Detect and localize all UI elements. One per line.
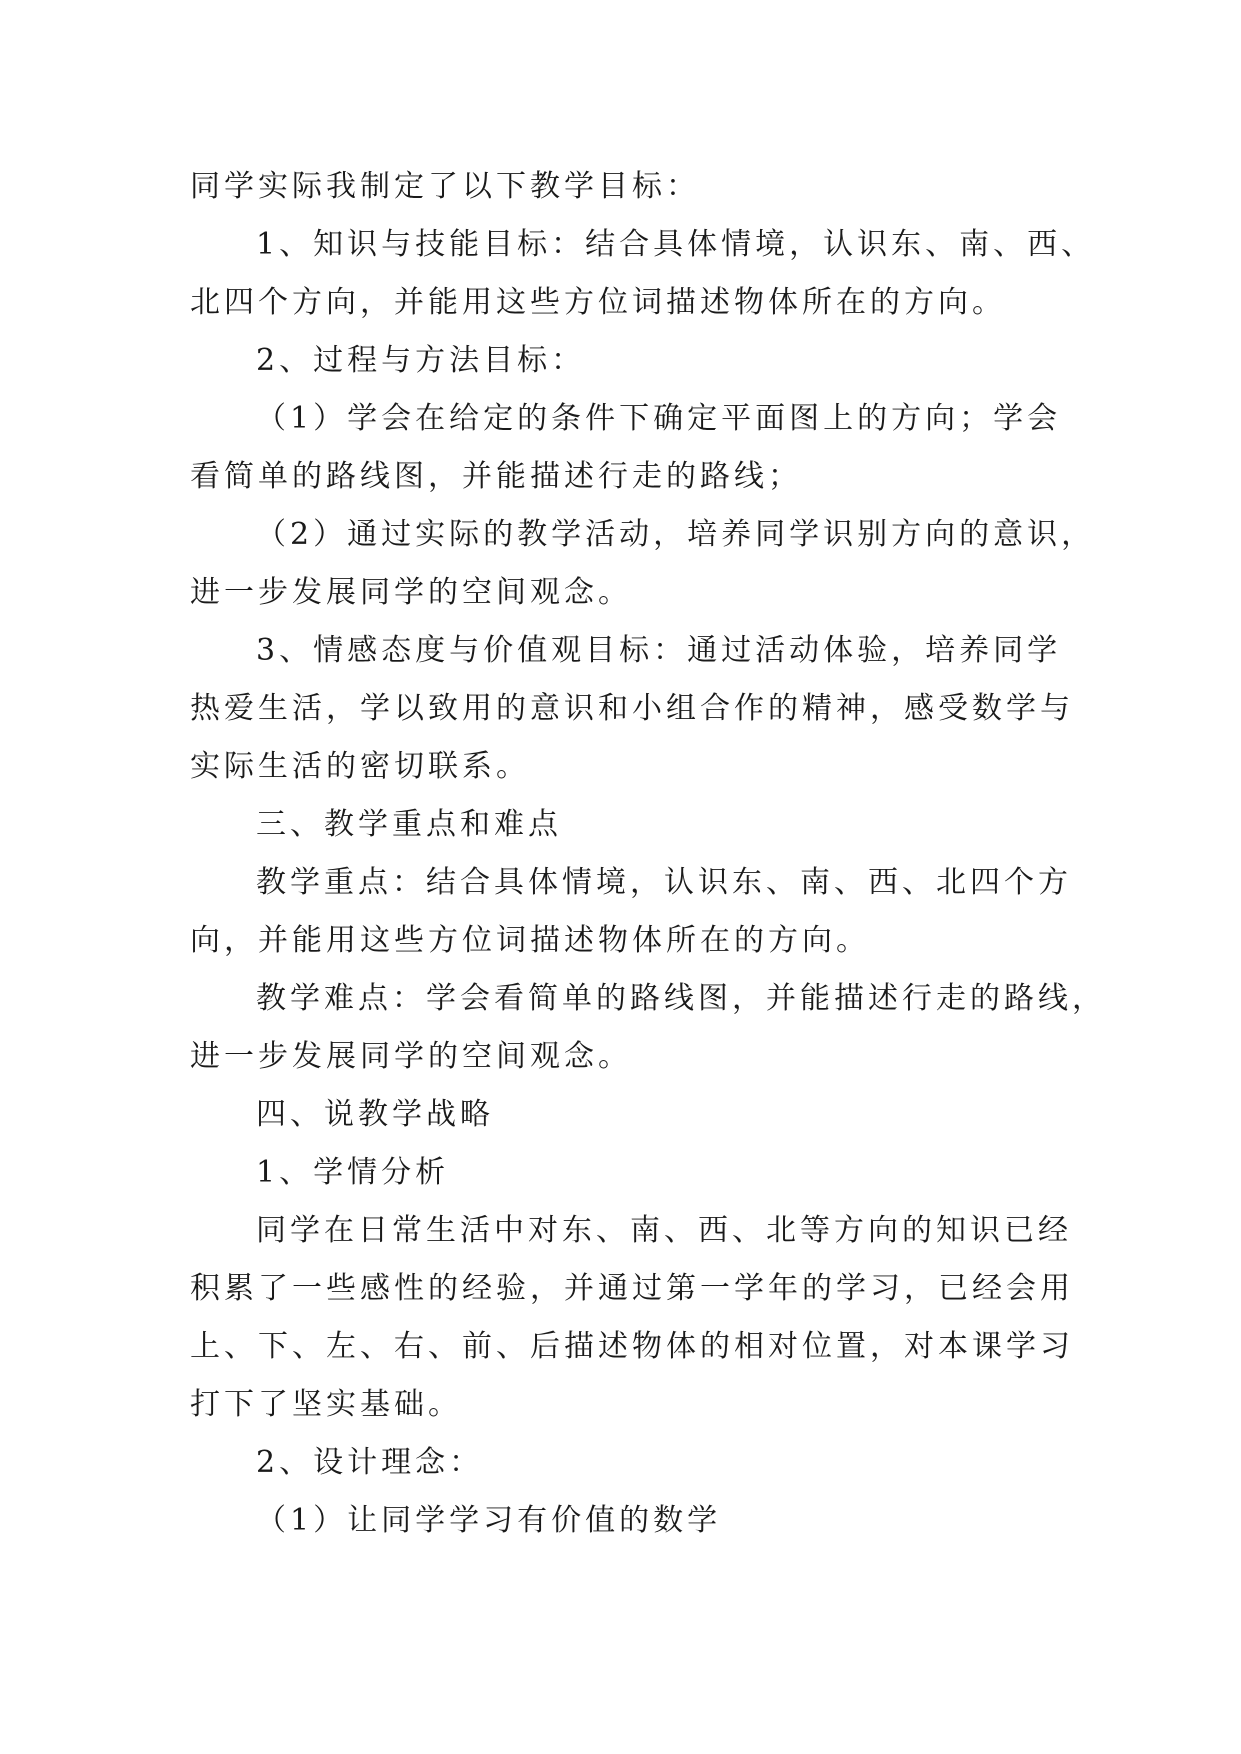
section-heading: 三、教学重点和难点 — [256, 807, 562, 842]
paragraph-line: 3、情感态度与价值观目标：通过活动体验，培养同学 — [256, 633, 1062, 668]
paragraph-line: 教学难点：学会看简单的路线图，并能描述行走的路线， — [256, 981, 1106, 1016]
paragraph-line: 北四个方向，并能用这些方位词描述物体所在的方向。 — [190, 285, 1006, 320]
paragraph-line: 进一步发展同学的空间观念。 — [190, 1039, 632, 1074]
section-heading: 2、过程与方法目标： — [256, 343, 586, 378]
paragraph-line: （1）学会在给定的条件下确定平面图上的方向；学会 — [256, 401, 1062, 436]
paragraph-line: 实际生活的密切联系。 — [190, 749, 530, 784]
section-heading: 四、说教学战略 — [256, 1097, 494, 1132]
paragraph-line: （1）让同学学习有价值的数学 — [256, 1503, 722, 1538]
paragraph-line: 进一步发展同学的空间观念。 — [190, 575, 632, 610]
paragraph-line: 看简单的路线图，并能描述行走的路线； — [190, 459, 802, 494]
paragraph-line: 积累了一些感性的经验，并通过第一学年的学习，已经会用 — [190, 1271, 1074, 1306]
paragraph-line: 向，并能用这些方位词描述物体所在的方向。 — [190, 923, 870, 958]
paragraph-line: （2）通过实际的教学活动，培养同学识别方向的意识， — [256, 517, 1096, 552]
paragraph-line: 打下了坚实基础。 — [190, 1387, 462, 1422]
paragraph-line: 同学实际我制定了以下教学目标： — [190, 169, 700, 204]
paragraph-line: 教学重点：结合具体情境，认识东、南、西、北四个方 — [256, 865, 1072, 900]
subsection-heading: 2、设计理念： — [256, 1445, 484, 1480]
paragraph-line: 热爱生活，学以致用的意识和小组合作的精神，感受数学与 — [190, 691, 1074, 726]
paragraph-line: 同学在日常生活中对东、南、西、北等方向的知识已经 — [256, 1213, 1072, 1248]
document-body — [190, 158, 1106, 1550]
paragraph-line: 1、知识与技能目标：结合具体情境，认识东、南、西、 — [256, 227, 1096, 262]
subsection-heading: 1、学情分析 — [256, 1155, 450, 1190]
paragraph-line: 上、下、左、右、前、后描述物体的相对位置，对本课学习 — [190, 1329, 1074, 1364]
